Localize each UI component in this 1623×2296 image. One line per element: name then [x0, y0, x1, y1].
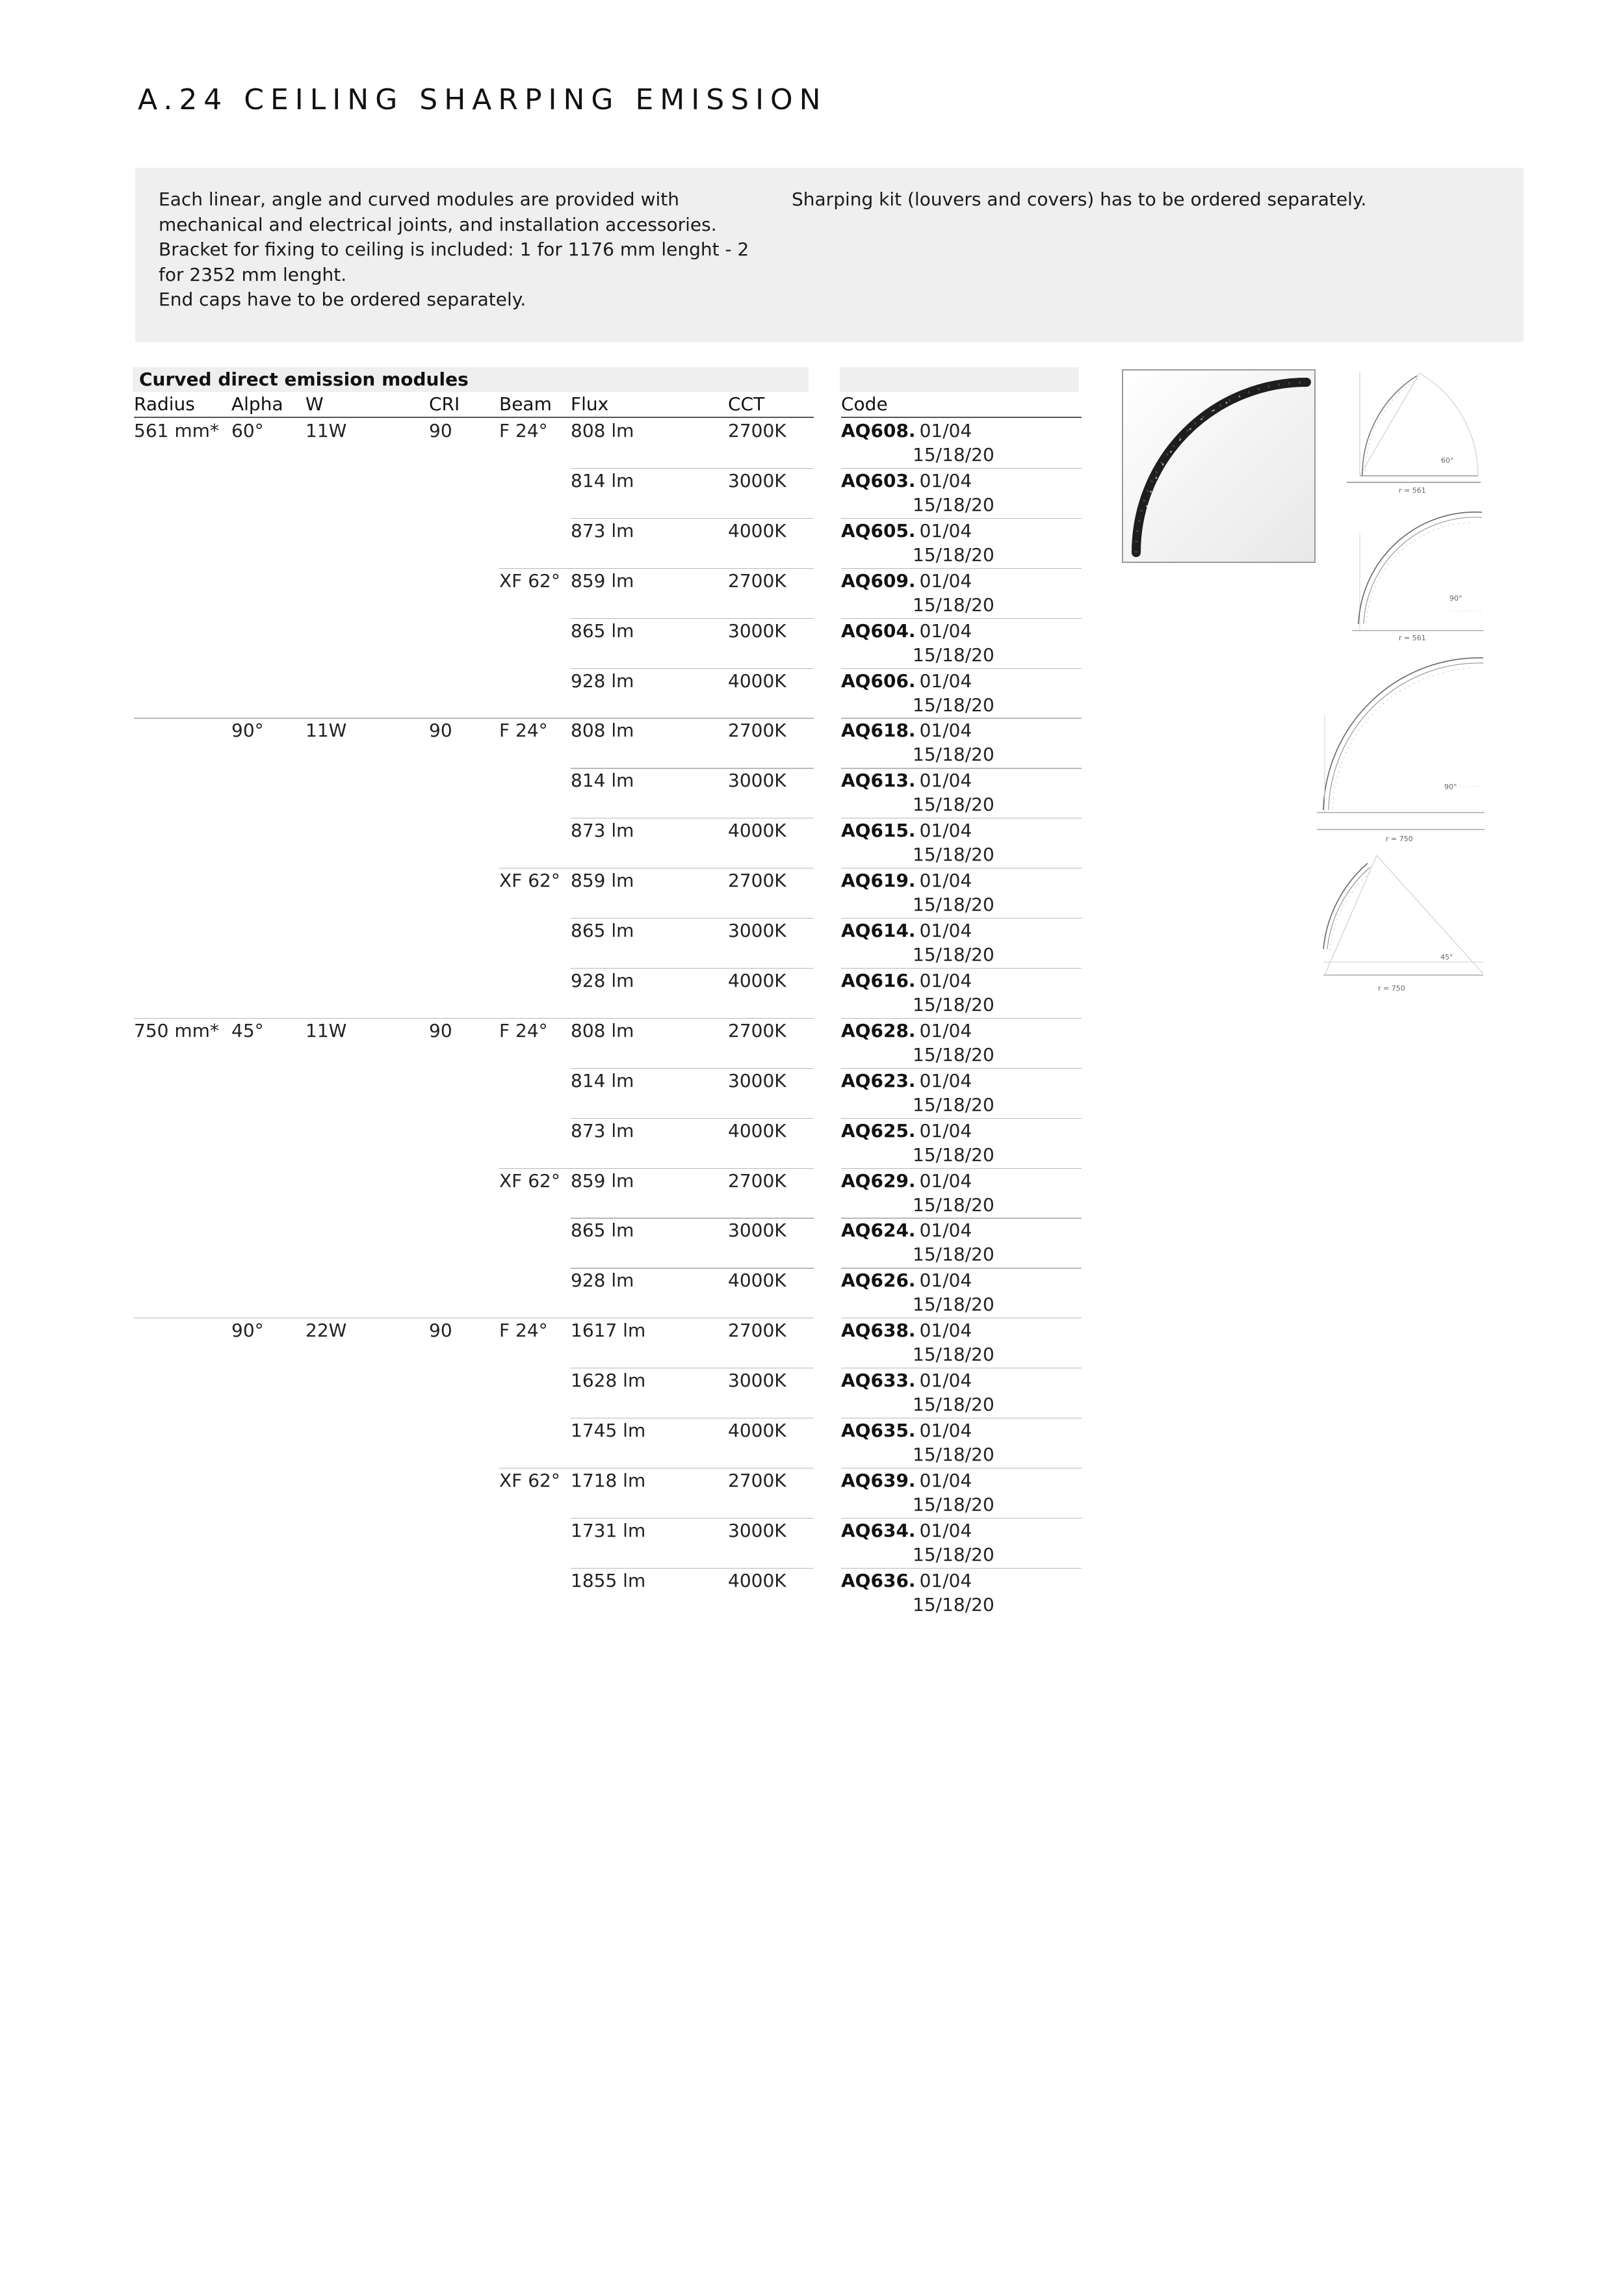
- cell-cct: 2700K: [728, 569, 786, 592]
- cell-cct: 4000K: [728, 1420, 786, 1441]
- cell-w: 22W: [305, 1320, 347, 1342]
- diagram-90a-radius-label: r = 561: [1399, 634, 1426, 642]
- product-code: AQ634.: [841, 1519, 916, 1541]
- table-row: [0, 1518, 1623, 1568]
- code-variant-line2: 15/18/20: [913, 1543, 994, 1565]
- table-row: [0, 1568, 1623, 1618]
- cell-flux: 873 lm: [571, 1119, 634, 1141]
- cell-cct: 3000K: [728, 920, 786, 941]
- column-header-cri: CRI: [429, 393, 460, 415]
- product-code: AQ628.: [841, 1019, 916, 1041]
- cell-flux: 808 lm: [571, 1019, 634, 1041]
- cell-code: [841, 1318, 972, 1342]
- cell-w: 11W: [305, 1019, 347, 1041]
- code-variant: 01/04: [919, 469, 972, 491]
- diagram-90-r561: [1347, 507, 1483, 646]
- code-variant: 01/04: [919, 820, 972, 842]
- cell-cct: 3000K: [728, 469, 786, 491]
- code-variant: 01/04: [919, 1370, 972, 1392]
- product-code: AQ613.: [841, 770, 916, 792]
- cell-flux: 1617 lm: [571, 1320, 646, 1342]
- cell-flux: 859 lm: [571, 870, 634, 892]
- product-code: AQ636.: [841, 1569, 916, 1591]
- cell-cct: 2700K: [728, 1320, 786, 1342]
- cell-cct: 2700K: [728, 420, 786, 441]
- code-variant-line2: 15/18/20: [913, 1143, 994, 1166]
- cell-beam: F 24°: [499, 420, 548, 441]
- code-variant: 01/04: [919, 1019, 972, 1041]
- cell-beam: F 24°: [499, 720, 548, 742]
- cell-flux: 814 lm: [571, 469, 634, 491]
- cell-w: 11W: [305, 720, 347, 742]
- cell-cct: 4000K: [728, 1569, 786, 1591]
- cell-alpha: 90°: [231, 720, 264, 742]
- cell-flux: 808 lm: [571, 720, 634, 742]
- cell-beam: F 24°: [499, 1019, 548, 1041]
- cell-cct: 3000K: [728, 1519, 786, 1541]
- cell-code: [841, 419, 972, 443]
- intro-left-column: [159, 187, 770, 313]
- table-row: [0, 1268, 1623, 1318]
- code-variant-line2: 15/18/20: [913, 1394, 994, 1416]
- code-variant-line2: 15/18/20: [913, 543, 994, 566]
- cell-cct: 3000K: [728, 770, 786, 792]
- intro-box: [135, 168, 1524, 342]
- code-variant: 01/04: [919, 720, 972, 742]
- diagram-60-r561: [1347, 368, 1483, 501]
- column-header-alpha: Alpha: [231, 393, 283, 415]
- code-variant: 01/04: [919, 1119, 972, 1141]
- cell-flux: 928 lm: [571, 1270, 634, 1292]
- cell-code: [841, 1418, 972, 1442]
- cell-beam: XF 62°: [499, 870, 560, 892]
- section-header-bar: [133, 367, 809, 392]
- code-variant-line2: 15/18/20: [913, 694, 994, 716]
- intro-paragraph-bracket: Bracket for fixing to ceiling is included: 1 for 1176 mm lenght - 2 for 2352 mm lenght.: [159, 239, 749, 285]
- product-code: AQ614.: [841, 920, 916, 941]
- product-code: AQ639.: [841, 1469, 916, 1491]
- code-variant: 01/04: [919, 920, 972, 941]
- diagram-45-angle-label: 45°: [1440, 953, 1453, 961]
- product-code: AQ608.: [841, 420, 916, 441]
- cell-flux: 873 lm: [571, 820, 634, 842]
- cell-flux: 1628 lm: [571, 1370, 646, 1392]
- cell-code: [841, 1468, 972, 1493]
- diagram-60-angle-label: 60°: [1441, 456, 1454, 465]
- cell-cri: 90: [429, 420, 452, 441]
- cell-code: [841, 1268, 972, 1292]
- cell-radius: 750 mm*: [134, 1019, 219, 1041]
- section-title: Curved direct emission modules: [139, 369, 469, 390]
- table-row: [0, 1218, 1623, 1268]
- product-code: AQ609.: [841, 569, 916, 592]
- cell-radius: 561 mm*: [134, 420, 219, 441]
- cell-cct: 3000K: [728, 620, 786, 642]
- code-variant-line2: 15/18/20: [913, 1593, 994, 1615]
- cell-cri: 90: [429, 1019, 452, 1041]
- cell-code: [841, 818, 972, 842]
- product-photo: [1122, 369, 1316, 563]
- code-variant-line2: 15/18/20: [913, 1093, 994, 1115]
- code-variant: 01/04: [919, 1519, 972, 1541]
- code-variant: 01/04: [919, 969, 972, 991]
- cell-flux: 928 lm: [571, 969, 634, 991]
- column-header-radius: Radius: [134, 393, 195, 415]
- table-row: [0, 1468, 1623, 1518]
- cell-cct: 4000K: [728, 969, 786, 991]
- table-row: [0, 1068, 1623, 1118]
- cell-cct: 3000K: [728, 1370, 786, 1392]
- diagram-60-radius-label: r = 561: [1399, 486, 1426, 495]
- cell-flux: 865 lm: [571, 1220, 634, 1242]
- code-variant: 01/04: [919, 1320, 972, 1342]
- code-variant-line2: 15/18/20: [913, 493, 994, 515]
- cell-cct: 3000K: [728, 1220, 786, 1242]
- cell-beam: XF 62°: [499, 1169, 560, 1192]
- cell-code: [841, 1119, 972, 1143]
- cell-code: [841, 1218, 972, 1242]
- product-code: AQ619.: [841, 870, 916, 892]
- cell-code: [841, 919, 972, 943]
- code-variant: 01/04: [919, 1220, 972, 1242]
- diagram-90-r750: [1317, 657, 1486, 854]
- intro-paragraph-joints: Each linear, angle and curved modules are provided with mechanical and electrical joints, and installation accessories.: [159, 189, 717, 235]
- cell-beam: F 24°: [499, 1320, 548, 1342]
- cell-flux: 1731 lm: [571, 1519, 646, 1541]
- code-variant: 01/04: [919, 1469, 972, 1491]
- code-variant: 01/04: [919, 1420, 972, 1441]
- cell-cct: 2700K: [728, 1019, 786, 1041]
- cell-cct: 4000K: [728, 519, 786, 541]
- cell-code: [841, 1519, 972, 1543]
- product-code: AQ616.: [841, 969, 916, 991]
- table-row: [0, 1018, 1623, 1068]
- column-header-flux: Flux: [571, 393, 609, 415]
- code-header-bar: [840, 367, 1079, 392]
- table-row: [0, 1318, 1623, 1368]
- code-variant: 01/04: [919, 1569, 972, 1591]
- diagram-90a-angle-label: 90°: [1449, 594, 1462, 603]
- diagram-90b-angle-label: 90°: [1444, 783, 1457, 791]
- code-variant-line2: 15/18/20: [913, 1444, 994, 1465]
- product-code: AQ605.: [841, 519, 916, 541]
- intro-paragraph-end-caps: End caps have to be ordered separately.: [159, 289, 526, 310]
- cell-code: [841, 519, 972, 543]
- product-code: AQ626.: [841, 1270, 916, 1292]
- cell-cct: 4000K: [728, 1270, 786, 1292]
- cell-code: [841, 619, 972, 643]
- table-row: [0, 1118, 1623, 1168]
- product-code: AQ604.: [841, 620, 916, 642]
- code-variant-line2: 15/18/20: [913, 1043, 994, 1065]
- cell-code: [841, 868, 972, 893]
- product-code: AQ606.: [841, 670, 916, 692]
- cell-beam: XF 62°: [499, 1469, 560, 1491]
- code-variant: 01/04: [919, 420, 972, 441]
- cell-code: [841, 669, 972, 693]
- cell-flux: 814 lm: [571, 770, 634, 792]
- code-variant-line2: 15/18/20: [913, 1244, 994, 1266]
- cell-cct: 4000K: [728, 1119, 786, 1141]
- table-row: [0, 1418, 1623, 1468]
- cell-beam: XF 62°: [499, 569, 560, 592]
- product-code: AQ624.: [841, 1220, 916, 1242]
- cell-flux: 859 lm: [571, 1169, 634, 1192]
- column-header-cct: CCT: [728, 393, 765, 415]
- code-variant: 01/04: [919, 620, 972, 642]
- code-variant-line2: 15/18/20: [913, 744, 994, 766]
- cell-flux: 859 lm: [571, 569, 634, 592]
- product-code: AQ635.: [841, 1420, 916, 1441]
- intro-paragraph-sharping-kit: Sharping kit (louvers and covers) has to be ordered separately.: [792, 189, 1367, 210]
- cell-code: [841, 969, 972, 993]
- cell-cct: 2700K: [728, 870, 786, 892]
- cell-cct: 4000K: [728, 670, 786, 692]
- product-code: AQ603.: [841, 469, 916, 491]
- diagram-90b-radius-label: r = 750: [1386, 835, 1413, 843]
- code-variant-line2: 15/18/20: [913, 594, 994, 616]
- cell-flux: 808 lm: [571, 420, 634, 441]
- code-variant-line2: 15/18/20: [913, 844, 994, 866]
- cell-alpha: 45°: [231, 1019, 264, 1041]
- cell-cct: 2700K: [728, 1469, 786, 1491]
- diagram-45-radius-label: r = 750: [1378, 984, 1405, 993]
- code-variant: 01/04: [919, 870, 972, 892]
- code-variant: 01/04: [919, 670, 972, 692]
- cell-flux: 865 lm: [571, 620, 634, 642]
- cell-flux: 928 lm: [571, 670, 634, 692]
- cell-code: [841, 1019, 972, 1043]
- code-variant-line2: 15/18/20: [913, 894, 994, 916]
- intro-right-column: [792, 187, 1442, 213]
- code-variant: 01/04: [919, 519, 972, 541]
- cell-cct: 2700K: [728, 720, 786, 742]
- code-variant: 01/04: [919, 569, 972, 592]
- diagram-45-r750: [1317, 852, 1486, 1004]
- cell-code: [841, 469, 972, 493]
- page-title: A.24 CEILING SHARPING EMISSION: [138, 83, 827, 116]
- cell-flux: 865 lm: [571, 920, 634, 941]
- cell-flux: 1718 lm: [571, 1469, 646, 1491]
- code-variant: 01/04: [919, 770, 972, 792]
- cell-cct: 3000K: [728, 1069, 786, 1091]
- cell-flux: 814 lm: [571, 1069, 634, 1091]
- code-variant-line2: 15/18/20: [913, 1344, 994, 1366]
- cell-code: [841, 1069, 972, 1093]
- code-variant: 01/04: [919, 1169, 972, 1192]
- code-variant-line2: 15/18/20: [913, 1493, 994, 1515]
- table-row: [0, 1168, 1623, 1218]
- product-code: AQ629.: [841, 1169, 916, 1192]
- curved-module-image: [1123, 371, 1314, 562]
- code-variant: 01/04: [919, 1270, 972, 1292]
- code-variant: 01/04: [919, 1069, 972, 1091]
- cell-code: [841, 1368, 972, 1392]
- column-header-beam: Beam: [499, 393, 552, 415]
- cell-cri: 90: [429, 720, 452, 742]
- cell-cct: 4000K: [728, 820, 786, 842]
- cell-w: 11W: [305, 420, 347, 441]
- product-code: AQ633.: [841, 1370, 916, 1392]
- product-code: AQ623.: [841, 1069, 916, 1091]
- column-header-code: Code: [841, 393, 888, 415]
- table-row: [0, 1368, 1623, 1418]
- product-code: AQ638.: [841, 1320, 916, 1342]
- cell-flux: 873 lm: [571, 519, 634, 541]
- product-code: AQ615.: [841, 820, 916, 842]
- code-variant-line2: 15/18/20: [913, 1194, 994, 1216]
- code-variant-line2: 15/18/20: [913, 644, 994, 666]
- cell-code: [841, 718, 972, 742]
- code-variant-line2: 15/18/20: [913, 944, 994, 965]
- cell-cct: 2700K: [728, 1169, 786, 1192]
- cell-code: [841, 768, 972, 792]
- product-code: AQ625.: [841, 1119, 916, 1141]
- cell-cri: 90: [429, 1320, 452, 1342]
- code-variant-line2: 15/18/20: [913, 444, 994, 465]
- cell-alpha: 90°: [231, 1320, 264, 1342]
- cell-code: [841, 1569, 972, 1593]
- cell-flux: 1855 lm: [571, 1569, 646, 1591]
- code-variant-line2: 15/18/20: [913, 1294, 994, 1316]
- cell-code: [841, 1169, 972, 1193]
- cell-flux: 1745 lm: [571, 1420, 646, 1441]
- code-variant-line2: 15/18/20: [913, 794, 994, 816]
- cell-alpha: 60°: [231, 420, 264, 441]
- product-code: AQ618.: [841, 720, 916, 742]
- cell-code: [841, 569, 972, 593]
- column-header-w: W: [305, 393, 324, 415]
- code-variant-line2: 15/18/20: [913, 993, 994, 1015]
